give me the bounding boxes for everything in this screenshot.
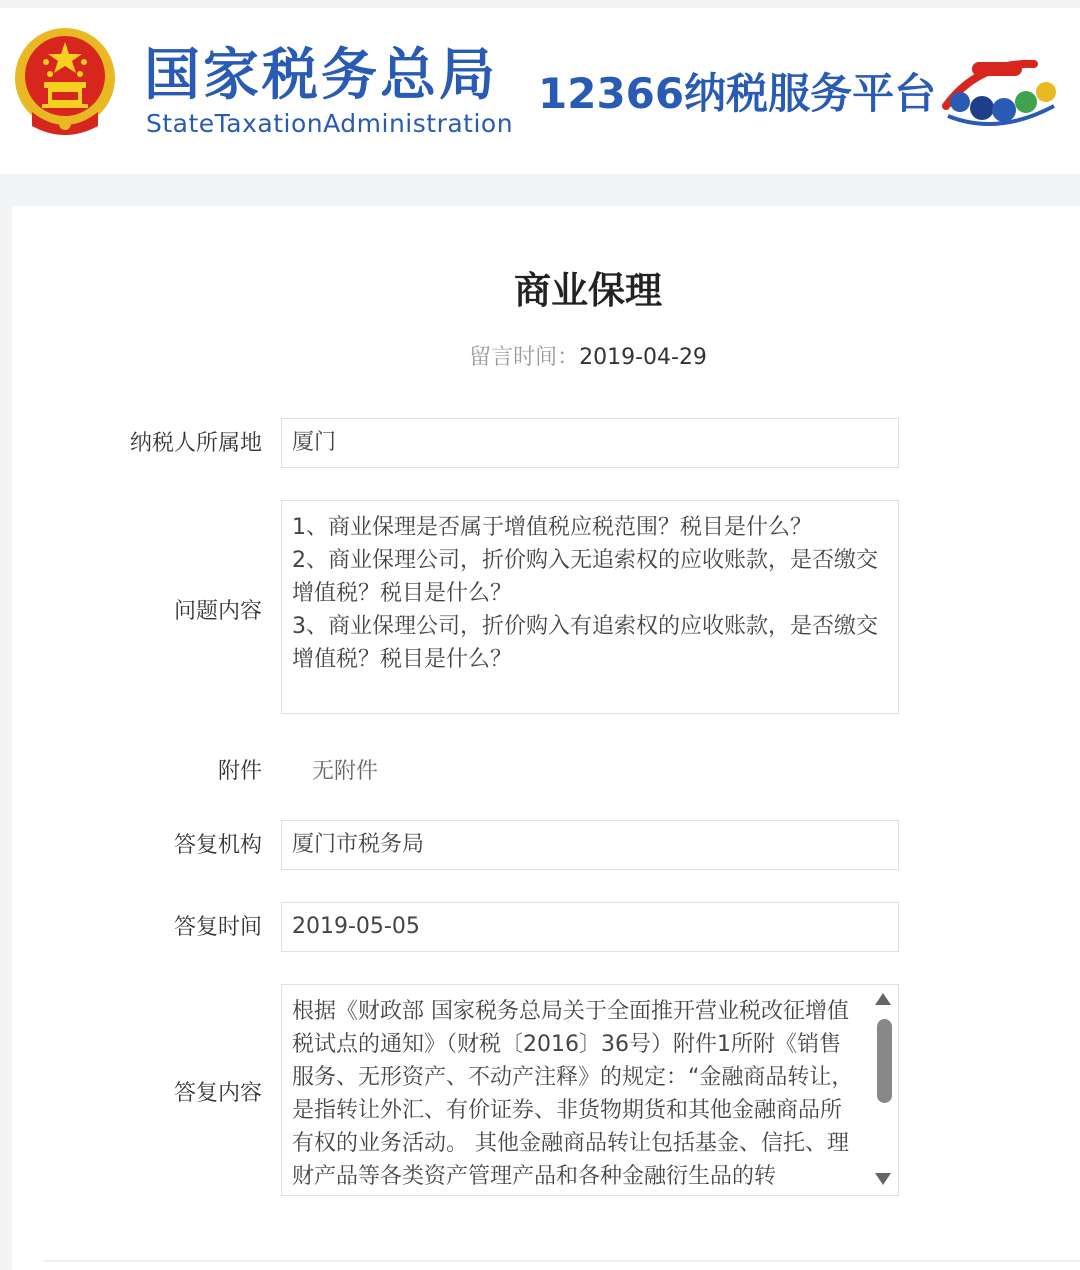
page-title: 商业保理 xyxy=(514,269,662,312)
platform-title: 12366纳税服务平台 xyxy=(538,69,937,118)
agency-label: 答复机构 xyxy=(173,833,262,858)
message-time-value: 2019-04-29 xyxy=(579,345,707,370)
scroll-thumb[interactable] xyxy=(877,1019,892,1103)
12366-logo-icon xyxy=(938,56,1062,136)
question-line: 2、商业保理公司，折价购入无追索权的应收账款，是否缴交增值税？税目是什么？ xyxy=(292,548,878,606)
location-field[interactable]: 厦门 xyxy=(281,418,899,468)
attachment-label: 附件 xyxy=(217,759,262,784)
brand-title-en: StateTaxationAdministration xyxy=(146,109,514,138)
attachment-value: 无附件 xyxy=(312,759,379,784)
reply-text: 根据《财政部 国家税务总局关于全面推开营业税改征增值税试点的通知》（财税〔2016〕36号）附件1所附《销售服务、无形资产、不动产注释》的规定：“金融商品转让，是指转让外汇、有价证券、非货物期货和其他金融商品所有权的业务活动。 其他金融商品转让包括基金、信托、理财产品等各类资产管理产品和各种金融衍生品的转 xyxy=(292,999,854,1189)
question-line: 1、商业保理是否属于增值税应税范围？税目是什么？ xyxy=(292,515,812,540)
question-field[interactable] xyxy=(281,500,899,714)
site-header xyxy=(0,8,1080,174)
top-strip xyxy=(0,0,1080,8)
scroll-down-arrow-icon[interactable] xyxy=(875,1173,891,1185)
location-label: 纳税人所属地 xyxy=(129,431,262,456)
reply-time-field[interactable]: 2019-05-05 xyxy=(281,902,899,952)
reply-field[interactable] xyxy=(281,984,899,1196)
detail-card xyxy=(12,206,1080,1270)
scroll-up-arrow-icon[interactable] xyxy=(875,993,891,1005)
message-time-label: 留言时间： xyxy=(469,345,580,370)
question-label: 问题内容 xyxy=(173,599,262,624)
message-time xyxy=(12,342,1080,374)
reply-label: 答复内容 xyxy=(173,1081,262,1106)
reply-time-label: 答复时间 xyxy=(173,915,262,940)
national-emblem-icon xyxy=(12,26,118,140)
question-line: 3、商业保理公司，折价购入有追索权的应收账款，是否缴交增值税？税目是什么？ xyxy=(292,614,878,672)
reply-scrollbar[interactable] xyxy=(868,985,898,1195)
agency-field[interactable]: 厦门市税务局 xyxy=(281,820,899,870)
divider xyxy=(44,1260,1080,1262)
brand-title-cn: 国家税务总局 xyxy=(144,43,498,108)
